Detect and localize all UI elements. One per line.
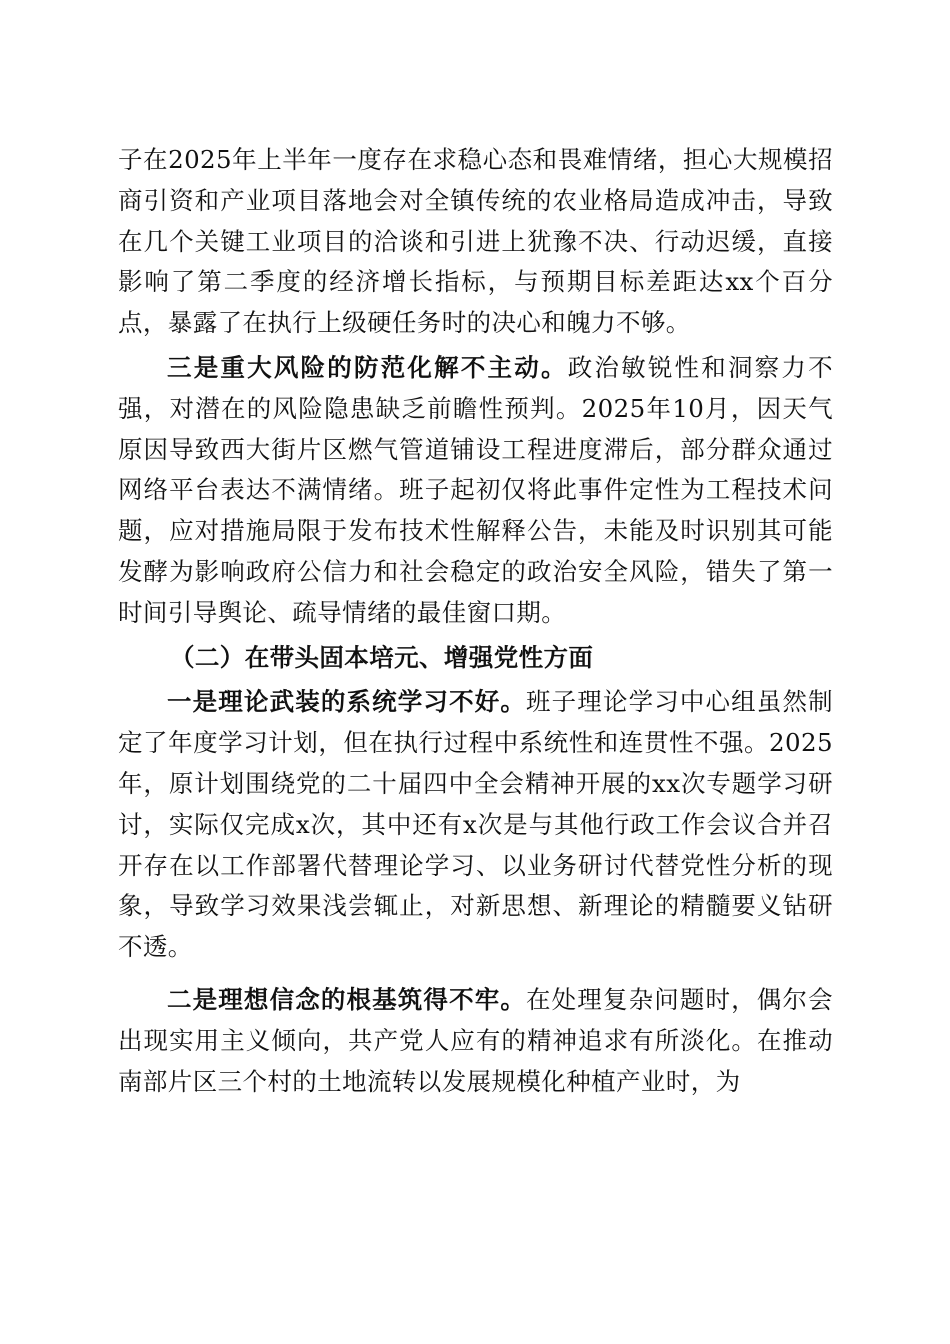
paragraph-lead: 二是理想信念的根基筑得不牢。 xyxy=(167,984,527,1014)
paragraph-ideals-faith xyxy=(118,980,833,1102)
paragraph-text: 子在2025年上半年一度存在求稳心态和畏难情绪，担心大规模招商引资和产业项目落地会对全镇传统的农业格局造成冲击，导致在几个关键工业项目的洽谈和引进上犹豫不决、行动迟缓，直接影响了第二季度的经济增长指标，与预期目标差距达xx个百分点，暴露了在执行上级硬任务时的决心和魄力不够。 xyxy=(118,145,833,338)
section-heading xyxy=(118,638,833,679)
paragraph-theory-study xyxy=(118,682,833,968)
document-body xyxy=(118,140,833,1102)
paragraph-text: 班子理论学习中心组虽然制定了年度学习计划，但在执行过程中系统性和连贯性不强。2025年，原计划围绕党的二十届四中全会精神开展的xx次专题学习研讨，实际仅完成x次，其中还有x次是与其他行政工作会议合并召开存在以工作部署代替理论学习、以业务研讨代替党性分析的现象，导致学习效果浅尝辄止，对新思想、新理论的精髓要义钻研不透。 xyxy=(118,687,833,962)
section-heading-text: （二）在带头固本培元、增强党性方面 xyxy=(170,642,594,672)
paragraph-text: 在处理复杂问题时，偶尔会出现实用主义倾向，共产党人应有的精神追求有所淡化。在推动南部片区三个村的土地流转以发展规模化种植产业时，为 xyxy=(118,984,833,1096)
paragraph-lead: 三是重大风险的防范化解不主动。 xyxy=(167,352,568,382)
paragraph-lead: 一是理论武装的系统学习不好。 xyxy=(167,687,527,717)
paragraph-continuation xyxy=(118,140,833,344)
paragraph-risk-prevention xyxy=(118,348,833,634)
paragraph-text: 政治敏锐性和洞察力不强，对潜在的风险隐患缺乏前瞻性预判。2025年10月，因天气原因导致西大街片区燃气管道铺设工程进度滞后，部分群众通过网络平台表达不满情绪。班子起初仅将此事件定性为工程技术问题，应对措施局限于发布技术性解释公告，未能及时识别其可能发酵为影响政府公信力和社会稳定的政治安全风险，错失了第一时间引导舆论、疏导情绪的最佳窗口期。 xyxy=(118,352,833,627)
